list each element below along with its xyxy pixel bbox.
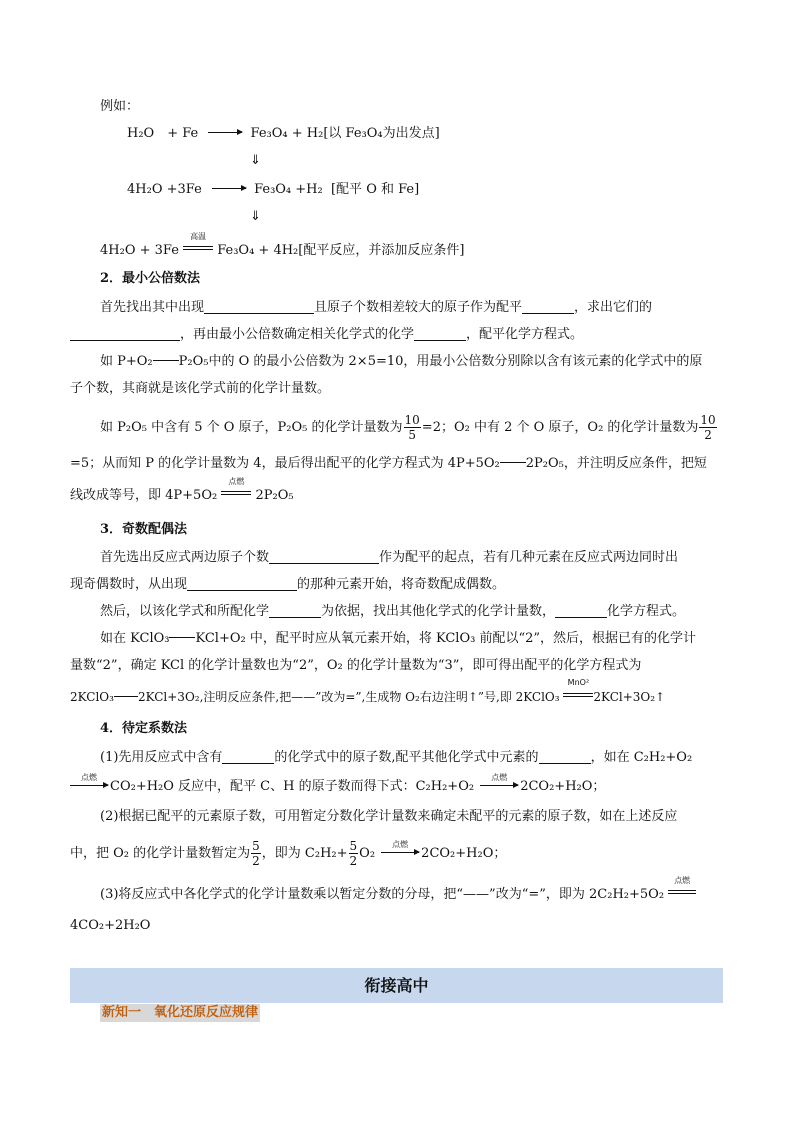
s4-paragraph-1: (1)先用反应式中含有 的化学式中的原子数,配平其他化学式中元素的 ，如在 C₂H₂+O₂	[100, 750, 693, 765]
s3-paragraph-4: 如在 KClO₃ KCl+O₂ 中，配平时应从氧元素开始，将 KClO₃ 前配以“2”，然后，根据已有的化学计	[100, 631, 697, 646]
s2-paragraph-1-cont: ，再由最小公倍数确定相关化学式的化学 ，配平化学方程式。	[70, 326, 583, 344]
s2-paragraph-3: 如 P₂O₅ 中含有 5 个 O 原子，P₂O₅ 的化学计量数为 $\frac{10}{5}$ =2；O₂ 中有 2 个 O 原子，O₂ 的化学计量数为 $\frac{10}{2}$	[100, 413, 716, 442]
example-reaction-3: 4H₂O + 3Fe 高温 Fe₃O₄ + 4H₂[配平反应，并添加反应条件]	[100, 232, 465, 258]
example-reaction-1: H₂O + Fe Fe₃O₄ + H₂[以 Fe₃O₄为出发点]	[127, 126, 440, 141]
new-topic-label: 新知一 氧化还原反应规律	[102, 1005, 259, 1020]
s3-paragraph-6: 2KClO₃ 2KCl+3O₂,注明反应条件,把——”改为=”,生成物 O₂右边注明↑”号,即 2KClO₃ MnO² 2KCl+3O₂↑	[70, 678, 666, 704]
section-4-heading: 4．待定系数法	[100, 721, 188, 736]
section-3-heading: 3．奇数配偶法	[100, 522, 188, 537]
s3-paragraph-1: 首先选出反应式两边原子个数 作为配平的起点，若有几种元素在反应式两边同时出	[100, 550, 679, 565]
down-arrow-icon: ⇓	[250, 209, 261, 224]
answer-blank[interactable]	[414, 326, 466, 341]
condition-equals: 高温	[183, 242, 213, 260]
answer-blank[interactable]	[522, 299, 574, 314]
answer-blank[interactable]	[555, 603, 607, 618]
answer-blank[interactable]	[539, 749, 591, 764]
reaction-arrow: 点燃	[70, 785, 108, 786]
answer-blank[interactable]	[204, 299, 314, 314]
answer-blank[interactable]	[222, 749, 274, 764]
section-banner: 衔接高中	[70, 968, 723, 1003]
example-reaction-2: 4H₂O +3Fe Fe₃O₄ +H₂ [配平 O 和 Fe]	[127, 182, 420, 197]
s2-paragraph-5: 线改成等号，即 4P+5O₂ 点燃 2P₂O₅	[70, 477, 294, 503]
condition-equals: MnO²	[563, 688, 593, 706]
condition-equals: 点燃	[221, 487, 251, 505]
s4-paragraph-5: (3)将反应式中各化学式的化学计量数乘以暂定分数的分母，把“——”改为“=”，即为 2C₂H₂+5O₂ 点燃	[100, 886, 696, 904]
s4-paragraph-6: 4CO₂+2H₂O	[70, 918, 151, 933]
s2-paragraph-2-cont: 子个数，其商就是该化学式前的化学计量数。	[70, 381, 331, 396]
answer-blank[interactable]	[187, 576, 297, 591]
fraction: $\frac{5}{2}$	[252, 839, 260, 868]
section-2-heading: 2．最小公倍数法	[100, 271, 201, 286]
answer-blank[interactable]	[269, 549, 379, 564]
answer-blank[interactable]	[269, 603, 321, 618]
answer-blank[interactable]	[70, 326, 180, 341]
s3-paragraph-5: 量数“2”，确定 KCl 的化学计量数也为“2”，O₂ 的化学计量数为“3”，即可得出配平的化学方程式为	[70, 658, 642, 673]
reaction-arrow	[212, 188, 246, 189]
s4-paragraph-3: (2)根据已配平的元素原子数，可用暂定分数化学计量数来确定未配平的元素的原子数，如在上述反应	[100, 809, 678, 824]
example-intro: 例如：	[100, 99, 140, 114]
s2-paragraph-4: =5；从而知 P 的化学计量数为 4，最后得出配平的化学方程式为 4P+5O₂ 2P₂O₅，并注明反应条件，把短	[70, 456, 707, 471]
reaction-arrow: 点燃	[381, 852, 419, 853]
down-arrow-icon: ⇓	[250, 153, 261, 168]
s2-paragraph-2: 如 P+O₂ P₂O₅中的 O 的最小公倍数为 2×5=10，用最小公倍数分别除以含有该元素的化学式中的原	[100, 354, 703, 369]
reaction-arrow: 点燃	[480, 785, 518, 786]
reaction-arrow	[208, 132, 242, 133]
fraction: $\frac{5}{2}$	[349, 839, 358, 868]
fraction: $\frac{10}{5}$	[404, 413, 420, 442]
s2-paragraph-1: 首先找出其中出现 且原子个数相差较大的原子作为配平 ，求出它们的	[100, 300, 653, 315]
s3-paragraph-2: 现奇偶数时，从出现 的那种元素开始，将奇数配成偶数。	[70, 577, 506, 592]
s4-paragraph-4: 中，把 O₂ 的化学计量数暂定为 $\frac{5}{2}$ ，即为 C₂H₂+ $\frac{5}{2}$ O₂ 点燃 2CO₂+H₂O；	[70, 839, 507, 868]
condition-equals: 点燃	[668, 886, 696, 904]
fraction: $\frac{10}{2}$	[700, 413, 716, 442]
s4-paragraph-2: 点燃 CO₂+H₂O 反应中，配平 C、H 的原子数而得下式：C₂H₂+O₂ 点燃 2CO₂+H₂O；	[70, 778, 605, 796]
s3-paragraph-3: 然后，以该化学式和所配化学 为依据，找出其他化学式的化学计量数， 化学方程式。	[100, 604, 686, 619]
